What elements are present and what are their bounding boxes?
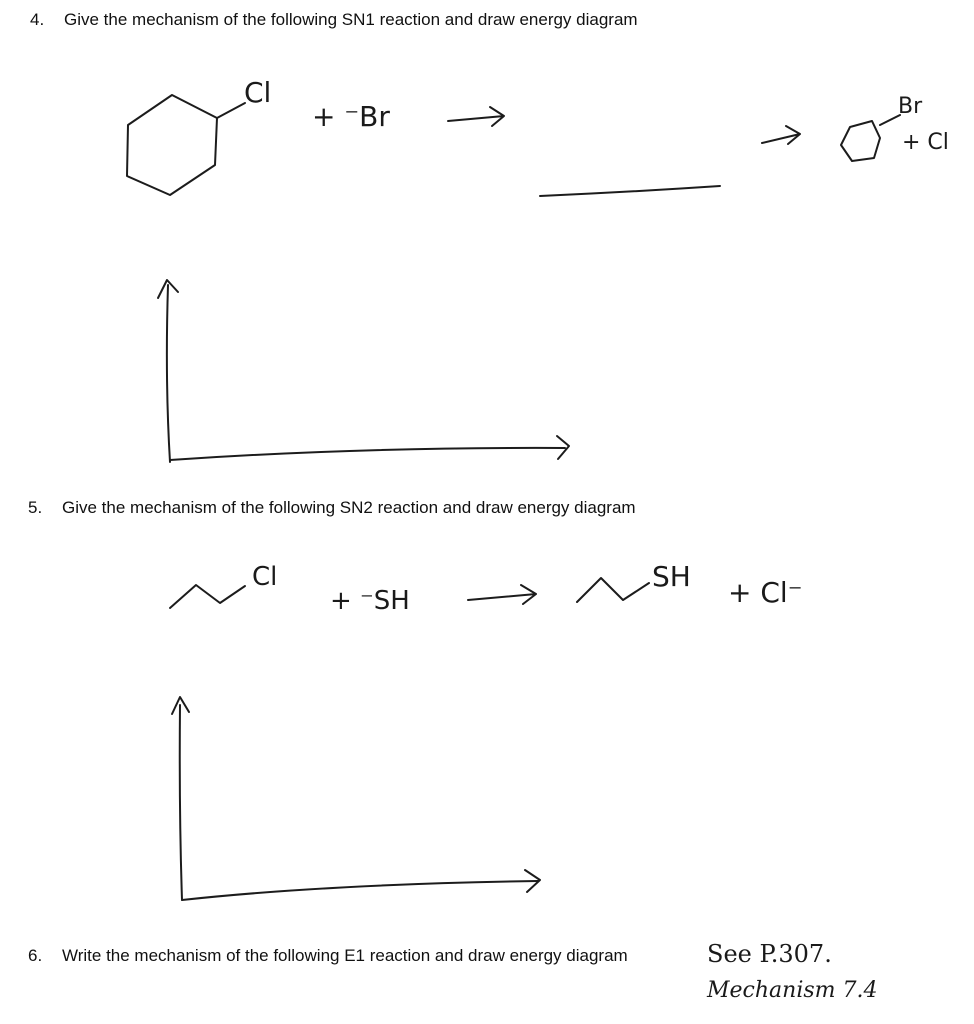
energy-diagram-1-y-axis bbox=[167, 285, 170, 462]
energy-diagram-2-x-axis bbox=[182, 881, 538, 900]
question-5-number: 5. bbox=[28, 498, 43, 517]
product-bond bbox=[880, 115, 900, 125]
question-4-number: 4. bbox=[30, 10, 45, 29]
cyclohexane-product bbox=[841, 121, 880, 161]
q5-byproduct-label: + Cl⁻ bbox=[728, 576, 803, 609]
q4-byproduct-label: + Cl bbox=[902, 130, 949, 155]
q4-product-br-label: Br bbox=[898, 94, 923, 119]
q5-reagent-label: + ⁻SH bbox=[330, 586, 410, 616]
zigzag-reactant bbox=[170, 585, 245, 608]
question-6-text: Write the mechanism of the following E1 reaction and draw energy diagram bbox=[62, 946, 628, 965]
reaction-arrow-3 bbox=[468, 585, 536, 604]
q6-note-mechanism-ref: Mechanism 7.4 bbox=[707, 978, 878, 1003]
intermediate-blank-line bbox=[540, 186, 720, 196]
question-6-number: 6. bbox=[28, 946, 43, 965]
question-4-text: Give the mechanism of the following SN1 reaction and draw energy diagram bbox=[64, 10, 638, 29]
reaction-arrow-1 bbox=[448, 107, 504, 126]
q4-reactant-cl-label: Cl bbox=[244, 76, 272, 109]
energy-diagram-2-y-axis bbox=[180, 705, 182, 900]
cyclohexane-reactant bbox=[127, 95, 217, 195]
question-5-text: Give the mechanism of the following SN2 reaction and draw energy diagram bbox=[62, 498, 636, 517]
q5-product-sh-label: SH bbox=[652, 560, 691, 593]
reaction-arrow-2 bbox=[762, 126, 800, 144]
zigzag-product bbox=[577, 578, 649, 602]
q4-reagent-label: + ⁻Br bbox=[312, 100, 390, 133]
q6-note-page-ref: See P.307. bbox=[707, 940, 832, 968]
energy-diagram-1-x-axis bbox=[170, 448, 565, 460]
reactant-bond bbox=[217, 103, 245, 118]
q5-reactant-cl-label: Cl bbox=[252, 562, 278, 592]
